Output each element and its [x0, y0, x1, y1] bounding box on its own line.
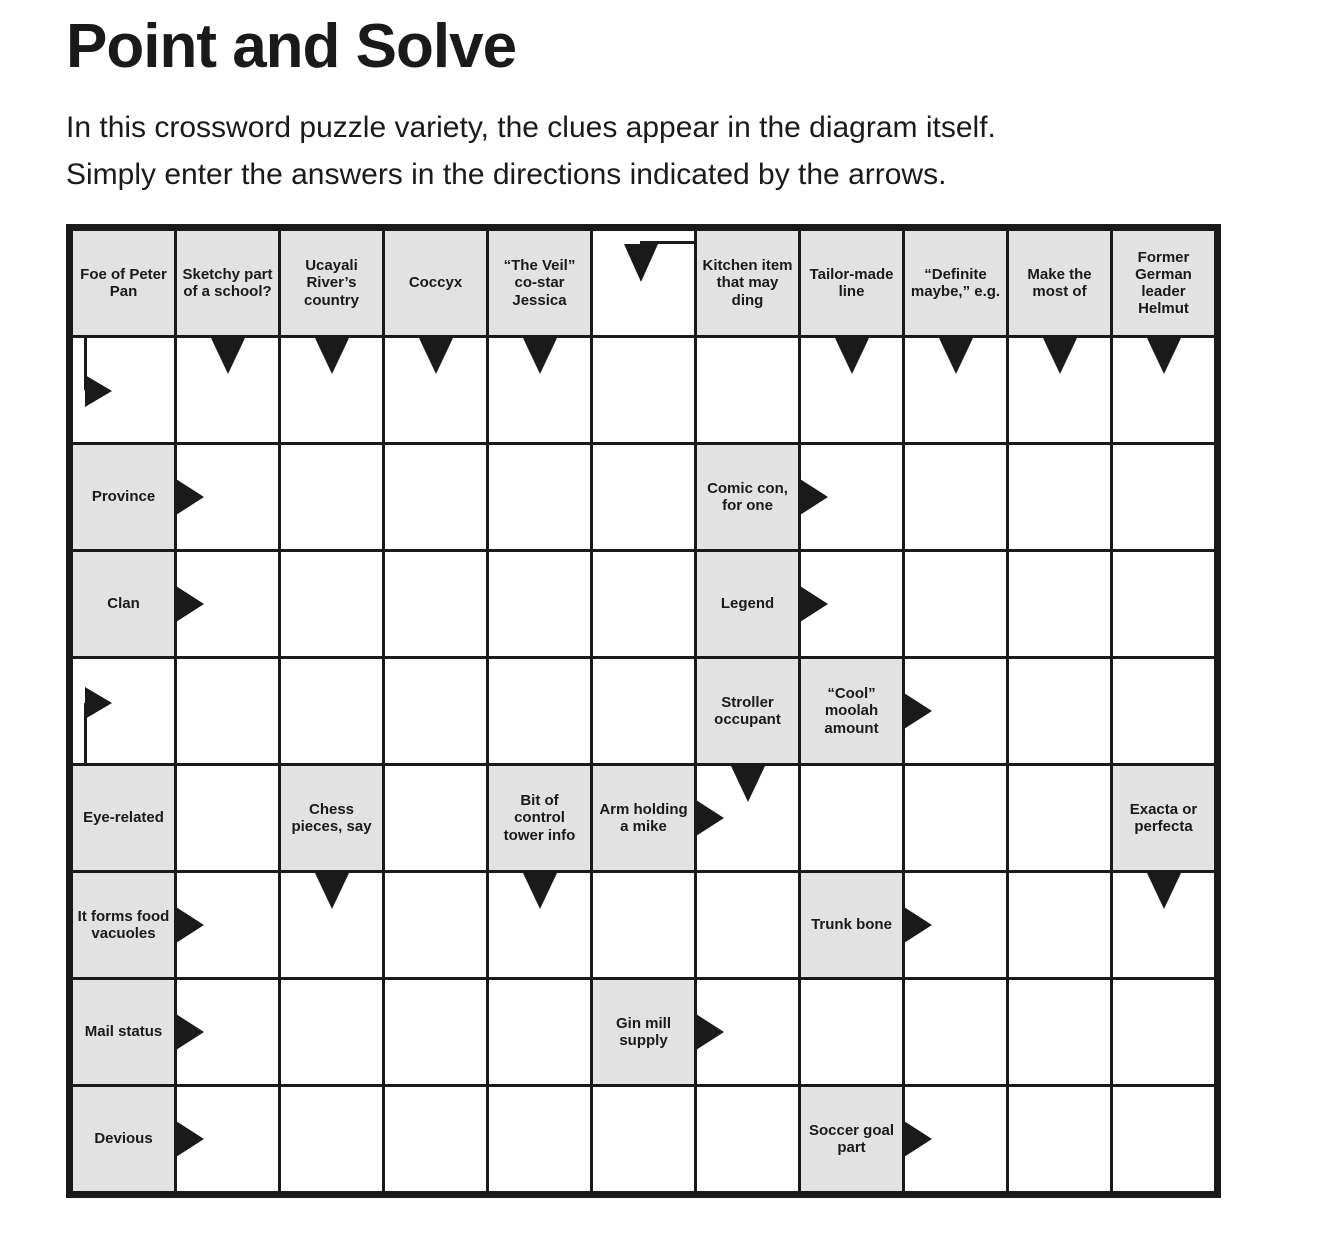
clue-cell: [177, 231, 278, 335]
clue-text: It forms food vacuoles: [77, 907, 170, 943]
clue-cell: [801, 659, 902, 763]
clue-text: Make the most of: [1027, 265, 1092, 301]
answer-cell[interactable]: [1113, 659, 1214, 763]
answer-cell[interactable]: [1113, 338, 1214, 442]
clue-cell: [489, 766, 590, 870]
down-arrow-icon: [281, 873, 382, 977]
clue-text: Eye-related: [83, 809, 164, 827]
answer-cell[interactable]: [905, 552, 1006, 656]
clue-text: Legend: [720, 595, 775, 613]
answer-cell[interactable]: [177, 445, 278, 549]
clue-cell: [73, 552, 174, 656]
clue-text: “Definite maybe,” e.g.: [910, 265, 1001, 301]
answer-cell[interactable]: [593, 1087, 694, 1191]
clue-cell: [1113, 231, 1214, 335]
clue-text: Stroller occupant: [714, 693, 781, 729]
answer-cell[interactable]: [489, 552, 590, 656]
clue-text: Arm holding a mike: [599, 800, 688, 836]
answer-cell[interactable]: [489, 1087, 590, 1191]
answer-cell[interactable]: [697, 1087, 798, 1191]
down-arrow-icon: [697, 766, 798, 870]
clue-cell: [281, 766, 382, 870]
clue-cell: [593, 766, 694, 870]
answer-cell[interactable]: [905, 873, 1006, 977]
clue-cell: [281, 231, 382, 335]
down-arrow-icon: [1113, 338, 1214, 442]
clue-cell: [73, 873, 174, 977]
answer-cell[interactable]: [697, 338, 798, 442]
clue-cell: [697, 552, 798, 656]
clue-cell: [73, 1087, 174, 1191]
answer-cell[interactable]: [385, 766, 486, 870]
answer-cell[interactable]: [1009, 445, 1110, 549]
answer-cell[interactable]: [281, 873, 382, 977]
answer-cell[interactable]: [385, 980, 486, 1084]
answer-cell[interactable]: [177, 1087, 278, 1191]
answer-cell[interactable]: [281, 659, 382, 763]
page-title: Point and Solve: [66, 12, 517, 81]
down-arrow-icon: [177, 338, 278, 442]
answer-cell[interactable]: [177, 766, 278, 870]
clue-cell: [1113, 766, 1214, 870]
answer-cell[interactable]: [281, 552, 382, 656]
clue-text: Former German leader Helmut: [1135, 248, 1192, 318]
clue-cell: [593, 980, 694, 1084]
down-arrow-icon: [281, 338, 382, 442]
clue-text: “The Veil” co-star Jessica: [503, 257, 576, 309]
answer-cell[interactable]: [1009, 766, 1110, 870]
answer-cell[interactable]: [593, 552, 694, 656]
answer-cell[interactable]: [1009, 980, 1110, 1084]
answer-cell[interactable]: [489, 873, 590, 977]
down-arrow-icon: [801, 338, 902, 442]
answer-cell[interactable]: [905, 659, 1006, 763]
answer-cell[interactable]: [697, 980, 798, 1084]
instructions-line-1: In this crossword puzzle variety, the clues appear in the diagram itself.: [66, 111, 996, 145]
answer-cell[interactable]: [385, 1087, 486, 1191]
answer-cell[interactable]: [801, 445, 902, 549]
instructions-line-2: Simply enter the answers in the directions indicated by the arrows.: [66, 157, 947, 191]
answer-cell[interactable]: [593, 338, 694, 442]
answer-cell[interactable]: [593, 445, 694, 549]
clue-text: Chess pieces, say: [291, 800, 372, 836]
answer-cell[interactable]: [593, 231, 694, 335]
answer-cell[interactable]: [385, 445, 486, 549]
clue-text: Foe of Peter Pan: [80, 265, 167, 301]
answer-cell[interactable]: [593, 873, 694, 977]
down-arrow-icon: [1113, 873, 1214, 977]
answer-cell[interactable]: [177, 659, 278, 763]
down-arrow-icon: [489, 338, 590, 442]
clue-cell: [697, 231, 798, 335]
clue-cell: [73, 445, 174, 549]
clue-text: Ucayali River’s country: [303, 257, 359, 309]
answer-cell[interactable]: [1009, 552, 1110, 656]
clue-cell: [73, 980, 174, 1084]
clue-cell: [905, 231, 1006, 335]
answer-cell[interactable]: [385, 338, 486, 442]
answer-cell[interactable]: [1009, 873, 1110, 977]
answer-cell[interactable]: [177, 338, 278, 442]
answer-cell[interactable]: [905, 445, 1006, 549]
answer-cell[interactable]: [697, 873, 798, 977]
clue-cell: [73, 231, 174, 335]
answer-cell[interactable]: [281, 338, 382, 442]
down-arrow-icon: [905, 338, 1006, 442]
down-arrow-icon: [1009, 338, 1110, 442]
answer-cell[interactable]: [1113, 445, 1214, 549]
answer-cell[interactable]: [1009, 338, 1110, 442]
answer-cell[interactable]: [1113, 980, 1214, 1084]
answer-cell[interactable]: [73, 659, 174, 763]
down-arrow-icon: [385, 338, 486, 442]
clue-text: Tailor-made line: [809, 265, 894, 301]
clue-text: Kitchen item that may ding: [702, 257, 793, 309]
answer-cell[interactable]: [593, 659, 694, 763]
answer-cell[interactable]: [1009, 659, 1110, 763]
clue-text: Sketchy part of a school?: [182, 265, 273, 301]
clue-cell: [697, 659, 798, 763]
clue-cell: [801, 873, 902, 977]
clue-text: “Cool” moolah amount: [824, 685, 879, 737]
clue-cell: [801, 231, 902, 335]
clue-text: Coccyx: [408, 274, 463, 292]
answer-cell[interactable]: [385, 659, 486, 763]
answer-cell[interactable]: [281, 1087, 382, 1191]
clue-cell: [385, 231, 486, 335]
answer-cell[interactable]: [489, 980, 590, 1084]
answer-cell[interactable]: [801, 338, 902, 442]
answer-cell[interactable]: [697, 766, 798, 870]
clue-cell: [801, 1087, 902, 1191]
puzzle-instructions: [66, 105, 1324, 198]
clue-text: Trunk bone: [811, 916, 892, 934]
answer-cell[interactable]: [385, 552, 486, 656]
clue-text: Exacta or perfecta: [1129, 800, 1198, 836]
clue-text: Province: [91, 488, 156, 506]
answer-cell[interactable]: [177, 552, 278, 656]
clue-cell: [1009, 231, 1110, 335]
clue-cell: [73, 766, 174, 870]
answer-cell[interactable]: [801, 980, 902, 1084]
answer-cell[interactable]: [177, 873, 278, 977]
clue-text: Soccer goal part: [808, 1121, 895, 1157]
clue-text: Clan: [107, 595, 140, 613]
bent-arrow-right-to-down-icon: [593, 231, 694, 335]
answer-cell[interactable]: [1009, 1087, 1110, 1191]
answer-cell[interactable]: [489, 659, 590, 763]
answer-cell[interactable]: [177, 980, 278, 1084]
down-arrow-icon: [489, 873, 590, 977]
crossword-grid: [66, 224, 1221, 1198]
answer-cell[interactable]: [1113, 873, 1214, 977]
answer-cell[interactable]: [1113, 552, 1214, 656]
clue-text: Mail status: [84, 1023, 163, 1041]
clue-text: Bit of control tower info: [503, 792, 576, 844]
answer-cell[interactable]: [489, 338, 590, 442]
answer-cell[interactable]: [801, 552, 902, 656]
bent-arrow-top-to-right-icon: [73, 338, 174, 442]
clue-text: Devious: [94, 1130, 153, 1148]
answer-cell[interactable]: [1113, 1087, 1214, 1191]
bent-arrow-bottom-to-right-icon: [73, 659, 174, 763]
answer-cell[interactable]: [905, 980, 1006, 1084]
clue-cell: [697, 445, 798, 549]
answer-cell[interactable]: [489, 445, 590, 549]
answer-cell[interactable]: [801, 766, 902, 870]
clue-text: Comic con, for one: [707, 479, 788, 515]
answer-cell[interactable]: [385, 873, 486, 977]
answer-cell[interactable]: [905, 766, 1006, 870]
answer-cell[interactable]: [905, 1087, 1006, 1191]
answer-cell[interactable]: [281, 980, 382, 1084]
answer-cell[interactable]: [905, 338, 1006, 442]
clue-text: Gin mill supply: [615, 1014, 671, 1050]
answer-cell[interactable]: [281, 445, 382, 549]
clue-cell: [489, 231, 590, 335]
answer-cell[interactable]: [73, 338, 174, 442]
